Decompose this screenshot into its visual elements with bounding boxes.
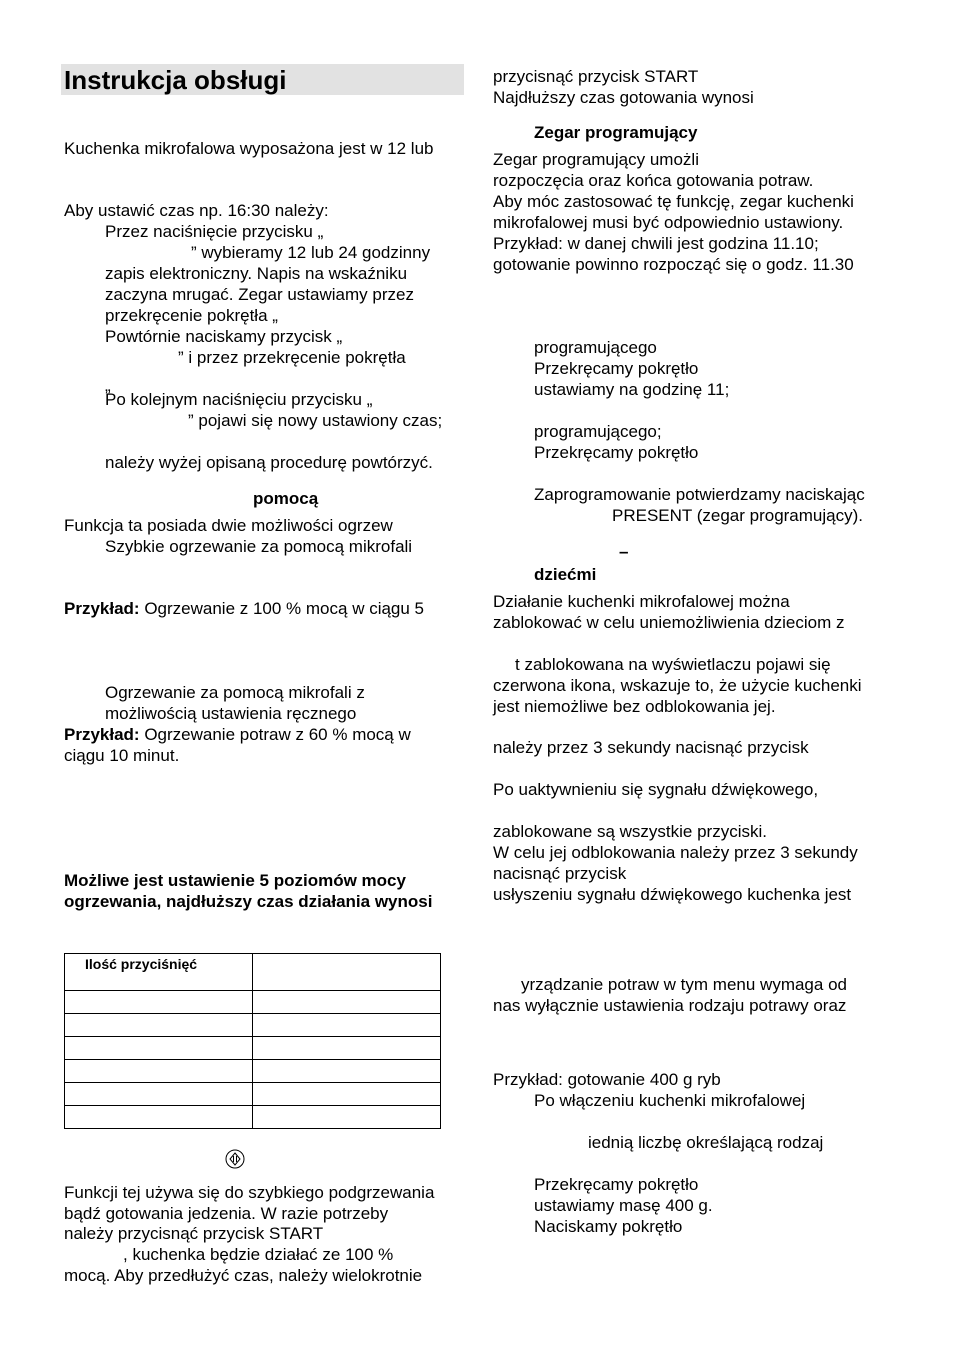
auto-menu-line: Naciskamy pokrętło — [534, 1217, 683, 1236]
table-row — [65, 1083, 441, 1106]
auto-menu-line: nas wyłącznie ustawienia rodzaju potrawy oraz — [493, 996, 847, 1015]
timer-step: programującego; — [534, 422, 662, 441]
lock-line: t zablokowana na wyświetlaczu pojawi się — [515, 655, 831, 674]
example-label: Przykład: — [64, 599, 140, 618]
auto-menu-line: Przykład: gotowanie 400 g ryb — [493, 1070, 721, 1089]
clock-line: przekręcenie pokrętła „ — [105, 306, 278, 325]
clock-line: Przez naciśnięcie przycisku „ — [105, 222, 324, 241]
table-cell — [65, 1014, 253, 1037]
table-header-cell — [65, 954, 253, 991]
example-2 — [64, 724, 411, 745]
quick-line: , kuchenka będzie działać ze 100 % — [123, 1245, 394, 1264]
lock-line: jest niemożliwe bez odblokowania jej. — [493, 697, 776, 716]
table-row — [65, 1037, 441, 1060]
table-row — [65, 1106, 441, 1129]
timer-line: gotowanie powinno rozpocząć się o godz. 11.30 — [493, 255, 854, 274]
table-header-label: Ilość przyciśnięć — [85, 956, 198, 972]
quick-line: Funkcji tej używa się do szybkiego podgrzewania — [64, 1183, 435, 1202]
table-cell — [253, 1060, 441, 1083]
example-text: Ogrzewanie potraw z 60 % mocą w — [139, 725, 411, 744]
lock-line: Działanie kuchenki mikrofalowej można — [493, 592, 790, 611]
quick-line: mocą. Aby przedłużyć czas, należy wielokrotnie — [64, 1266, 423, 1285]
quick-line: bądź gotowania jedzenia. W razie potrzeby — [64, 1204, 389, 1223]
timer-step: Przekręcamy pokrętło — [534, 443, 699, 462]
auto-menu-line: iednią liczbę określającą rodzaj — [588, 1133, 824, 1152]
table-cell — [253, 1014, 441, 1037]
clock-lead: Aby ustawić czas np. 16:30 należy: — [64, 201, 329, 220]
power-note: ogrzewania, najdłuższy czas działania wynosi — [64, 892, 433, 911]
clock-line: Po kolejnym naciśnięciu przycisku „ — [105, 390, 373, 409]
table-row — [65, 1060, 441, 1083]
lock-heading: dziećmi — [534, 565, 597, 584]
auto-menu-line: ustawiamy masę 400 g. — [534, 1196, 713, 1215]
timer-step: Przekręcamy pokrętło — [534, 359, 699, 378]
example-label: Przykład: — [64, 725, 140, 744]
clock-line: zapis elektroniczny. Napis na wskaźniku — [105, 264, 408, 283]
timer-line: Aby móc zastosować tę funkcję, zegar kuchenki — [493, 192, 854, 211]
heating-line: Szybkie ogrzewanie za pomocą mikrofali — [105, 537, 413, 556]
table-cell — [65, 1037, 253, 1060]
right-top-line: Najdłuższy czas gotowania wynosi — [493, 88, 754, 107]
example-1 — [64, 598, 424, 619]
clock-line: należy wyżej opisaną procedurę powtórzyć. — [105, 453, 433, 472]
quick-line: należy przycisnąć przycisk START — [64, 1224, 324, 1243]
auto-menu-line: Przekręcamy pokrętło — [534, 1175, 699, 1194]
clock-line: ” pojawi się nowy ustawiony czas; — [188, 411, 443, 430]
lock-line: zablokować w celu uniemożliwienia dzieciom z — [493, 613, 845, 632]
table-header-cell — [253, 954, 441, 991]
timer-step: ustawiamy na godzinę 11; — [534, 380, 730, 399]
lock-line: Po uaktywnieniu się sygnału dźwiękowego, — [493, 780, 819, 799]
table-cell — [65, 1106, 253, 1129]
table-row — [65, 1014, 441, 1037]
table-cell — [65, 1060, 253, 1083]
lock-line: należy przez 3 sekundy nacisnąć przycisk — [493, 738, 809, 757]
clock-line: ” i przez przekręcenie pokrętła — [178, 348, 406, 367]
power-note: Możliwe jest ustawienie 5 poziomów mocy — [64, 871, 406, 890]
table-cell — [253, 1037, 441, 1060]
table-cell — [253, 1083, 441, 1106]
lock-line: nacisnąć przycisk — [493, 864, 627, 883]
lock-line: W celu jej odblokowania należy przez 3 sekundy — [493, 843, 858, 862]
timer-line: Przykład: w danej chwili jest godzina 11.10; — [493, 234, 819, 253]
page-title: Instrukcja obsługi — [64, 65, 287, 95]
clock-line: Powtórnie naciskamy przycisk „ — [105, 327, 343, 346]
auto-menu-line: Po włączeniu kuchenki mikrofalowej — [534, 1091, 806, 1110]
page-title-bar — [61, 64, 464, 95]
intro-text: Kuchenka mikrofalowa wyposażona jest w 12 lub — [64, 139, 434, 158]
heating-line: Funkcja ta posiada dwie możliwości ogrzew — [64, 516, 393, 535]
lock-dash: – — [619, 542, 629, 561]
quick-start-icon — [225, 1149, 245, 1169]
lock-line: zablokowane są wszystkie przyciski. — [493, 822, 767, 841]
auto-menu-line: yrządzanie potraw w tym menu wymaga od — [521, 975, 847, 994]
table-cell — [253, 1106, 441, 1129]
example-2-cont: ciągu 10 minut. — [64, 746, 180, 765]
table-cell — [65, 1083, 253, 1106]
timer-line: Zegar programujący umożli — [493, 150, 699, 169]
timer-heading: Zegar programujący — [534, 123, 698, 142]
table-header-row — [65, 954, 441, 991]
timer-line: rozpoczęcia oraz końca gotowania potraw. — [493, 171, 814, 190]
table-cell — [253, 991, 441, 1014]
heating-heading: pomocą — [253, 489, 319, 508]
lock-line: czerwona ikona, wskazuje to, że użycie kuchenki — [493, 676, 862, 695]
clock-line: zaczyna mrugać. Zegar ustawiamy przez — [105, 285, 414, 304]
power-table — [64, 953, 441, 1129]
right-top-line: przycisnąć przycisk START — [493, 67, 699, 86]
timer-line: mikrofalowej musi być odpowiednio ustawiony. — [493, 213, 844, 232]
clock-line: „ — [105, 376, 111, 395]
timer-step: Zaprogramowanie potwierdzamy naciskając — [534, 485, 865, 504]
heating-line: możliwością ustawienia ręcznego — [105, 704, 357, 723]
heating-line: Ogrzewanie za pomocą mikrofali z — [105, 683, 365, 702]
table-row — [65, 991, 441, 1014]
timer-step: programującego — [534, 338, 657, 357]
table-cell — [65, 991, 253, 1014]
clock-line: ” wybieramy 12 lub 24 godzinny — [191, 243, 431, 262]
example-text: Ogrzewanie z 100 % mocą w ciągu 5 — [139, 599, 425, 618]
lock-line: usłyszeniu sygnału dźwiękowego kuchenka jest — [493, 885, 852, 904]
timer-step: PRESENT (zegar programujący). — [612, 506, 863, 525]
